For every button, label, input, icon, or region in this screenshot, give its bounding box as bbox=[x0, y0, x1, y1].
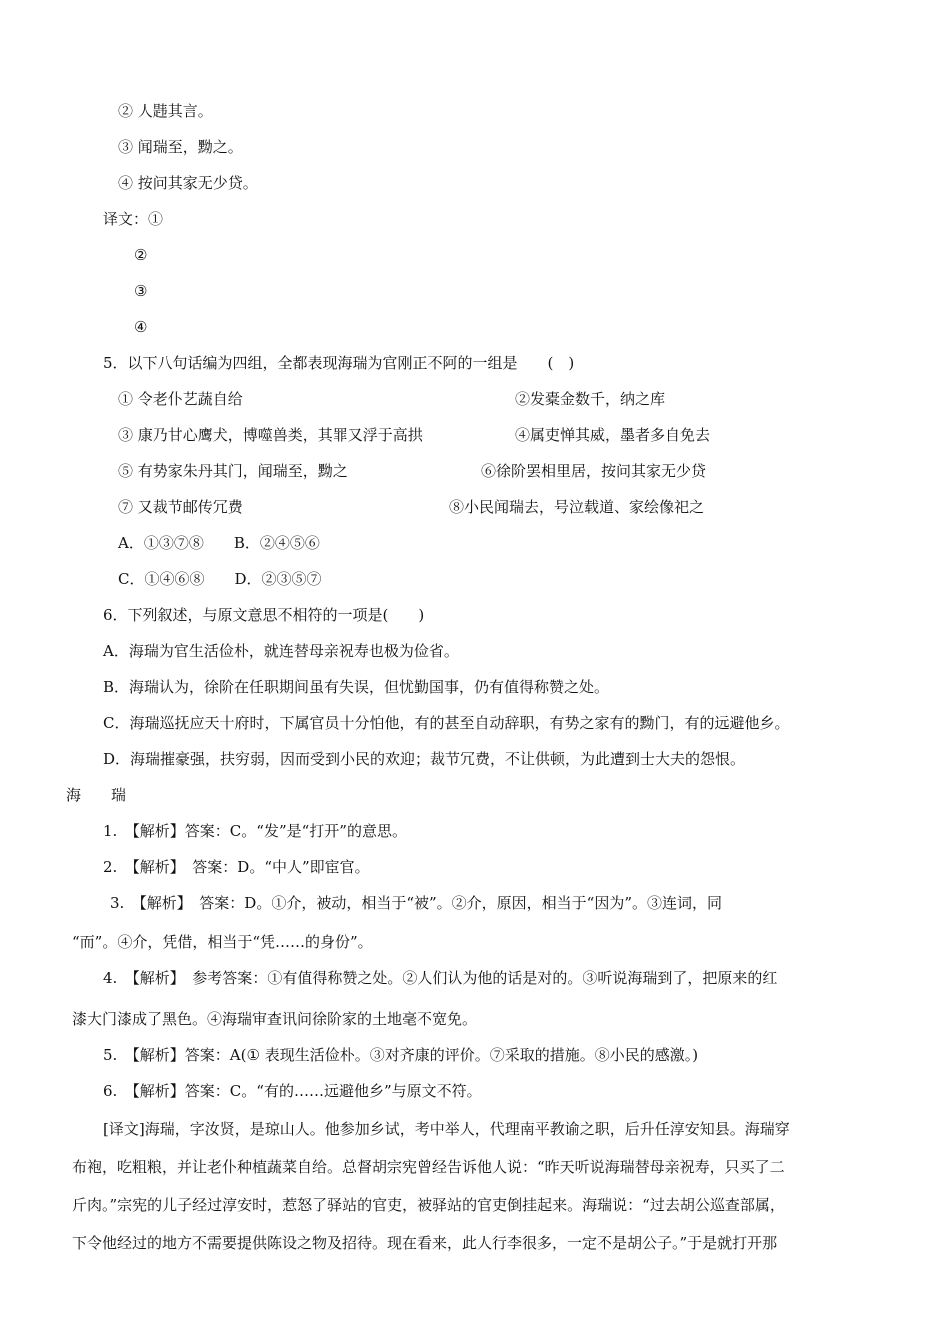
q4-item-3: ③ 闻瑞至，黝之。 bbox=[118, 138, 243, 156]
q5-option-6: ⑥徐阶罢相里居，按问其家无少贷 bbox=[481, 462, 707, 480]
q5-option-5: ⑤ 有势家朱丹其门，闻瑞至，黝之 bbox=[118, 462, 348, 480]
answer-4-cont: 漆大门漆成了黑色。④海瑞审查讯问徐阶家的土地毫不宽免。 bbox=[72, 1010, 478, 1028]
q5-stem: 5．以下八句话编为四组，全都表现海瑞为官刚正不阿的一组是 ( ) bbox=[103, 354, 575, 372]
q4-translation-blank-3: ③ bbox=[134, 282, 148, 300]
q5-option-7: ⑦ 又裁节邮传冗费 bbox=[118, 498, 243, 516]
translation-line-3: 斤肉。”宗宪的儿子经过淳安时，惹怒了驿站的官吏，被驿站的官吏倒挂起来。海瑞说：“过去胡公巡查部属， bbox=[72, 1196, 785, 1214]
q6-stem: 6．下列叙述，与原文意思不相符的一项是( ) bbox=[103, 606, 425, 624]
answer-6: 6. 【解析】答案：C。“有的……远避他乡”与原文不符。 bbox=[103, 1082, 482, 1100]
q6-choice-b: B．海瑞认为，徐阶在任职期间虽有失误，但忧勤国事，仍有值得称赞之处。 bbox=[103, 678, 610, 696]
translation-line-4: 下令他经过的地方不需要提供陈设之物及招待。现在看来，此人行李很多，一定不是胡公子。”于是就打开那 bbox=[72, 1234, 778, 1252]
q6-choice-a: A．海瑞为官生活俭朴，就连替母亲祝寿也极为俭省。 bbox=[103, 642, 459, 660]
q6-choice-c: C．海瑞巡抚应天十府时，下属官员十分怕他，有的甚至自动辞职，有势之家有的黝门，有的远避他乡。 bbox=[103, 714, 790, 732]
answer-5: 5. 【解析】答案：A(① 表现生活俭朴。③对齐康的评价。⑦采取的措施。⑧小民的感激。) bbox=[103, 1046, 699, 1064]
q5-option-8: ⑧小民闻瑞去，号泣载道、家绘像祀之 bbox=[449, 498, 705, 516]
q5-choices-cd: C．①④⑥⑧ D．②③⑤⑦ bbox=[118, 570, 322, 588]
q4-translation-blank-2: ② bbox=[134, 246, 148, 264]
answers-heading: 海 瑞 bbox=[66, 786, 127, 804]
q5-option-4: ④属吏惮其威，墨者多自免去 bbox=[515, 426, 711, 444]
translation-line-1: [译文]海瑞，字汝贤，是琼山人。他参加乡试，考中举人，代理南平教谕之职，后升任淳安知县。海瑞穿 bbox=[103, 1120, 790, 1138]
q4-item-2: ② 人韪其言。 bbox=[118, 102, 213, 120]
q4-translation-blank-4: ④ bbox=[134, 318, 148, 336]
translation-line-2: 布袍，吃粗粮，并让老仆种植蔬菜自给。总督胡宗宪曾经告诉他人说：“昨天听说海瑞替母亲祝寿，只买了二 bbox=[72, 1158, 785, 1176]
q4-translation-label: 译文：① bbox=[103, 210, 164, 228]
answer-4: 4. 【解析】 参考答案：①有值得称赞之处。②人们认为他的话是对的。③听说海瑞到了，把原来的红 bbox=[103, 969, 778, 987]
q5-option-1: ① 令老仆艺蔬自给 bbox=[118, 390, 243, 408]
answer-1: 1. 【解析】答案：C。“发”是“打开”的意思。 bbox=[103, 822, 407, 840]
q6-choice-d: D．海瑞摧豪强，扶穷弱，因而受到小民的欢迎；裁节冗费，不让供顿，为此遭到士大夫的怨恨。 bbox=[103, 750, 746, 768]
answer-3: 3. 【解析】 答案：D。①介，被动，相当于“被”。②介，原因，相当于“因为”。③连词，同 bbox=[110, 894, 723, 912]
q5-choices-ab: A．①③⑦⑧ B．②④⑤⑥ bbox=[118, 534, 320, 552]
q5-option-3: ③ 康乃甘心鹰犬，博噬兽类，其罪又浮于高拱 bbox=[118, 426, 423, 444]
q4-item-4: ④ 按问其家无少贷。 bbox=[118, 174, 258, 192]
answer-3-cont: “而”。④介，凭借，相当于“凭……的身份”。 bbox=[72, 933, 373, 951]
q5-option-2: ②发橐金数千，纳之库 bbox=[515, 390, 666, 408]
answer-2: 2. 【解析】 答案：D。“中人”即宦官。 bbox=[103, 858, 370, 876]
